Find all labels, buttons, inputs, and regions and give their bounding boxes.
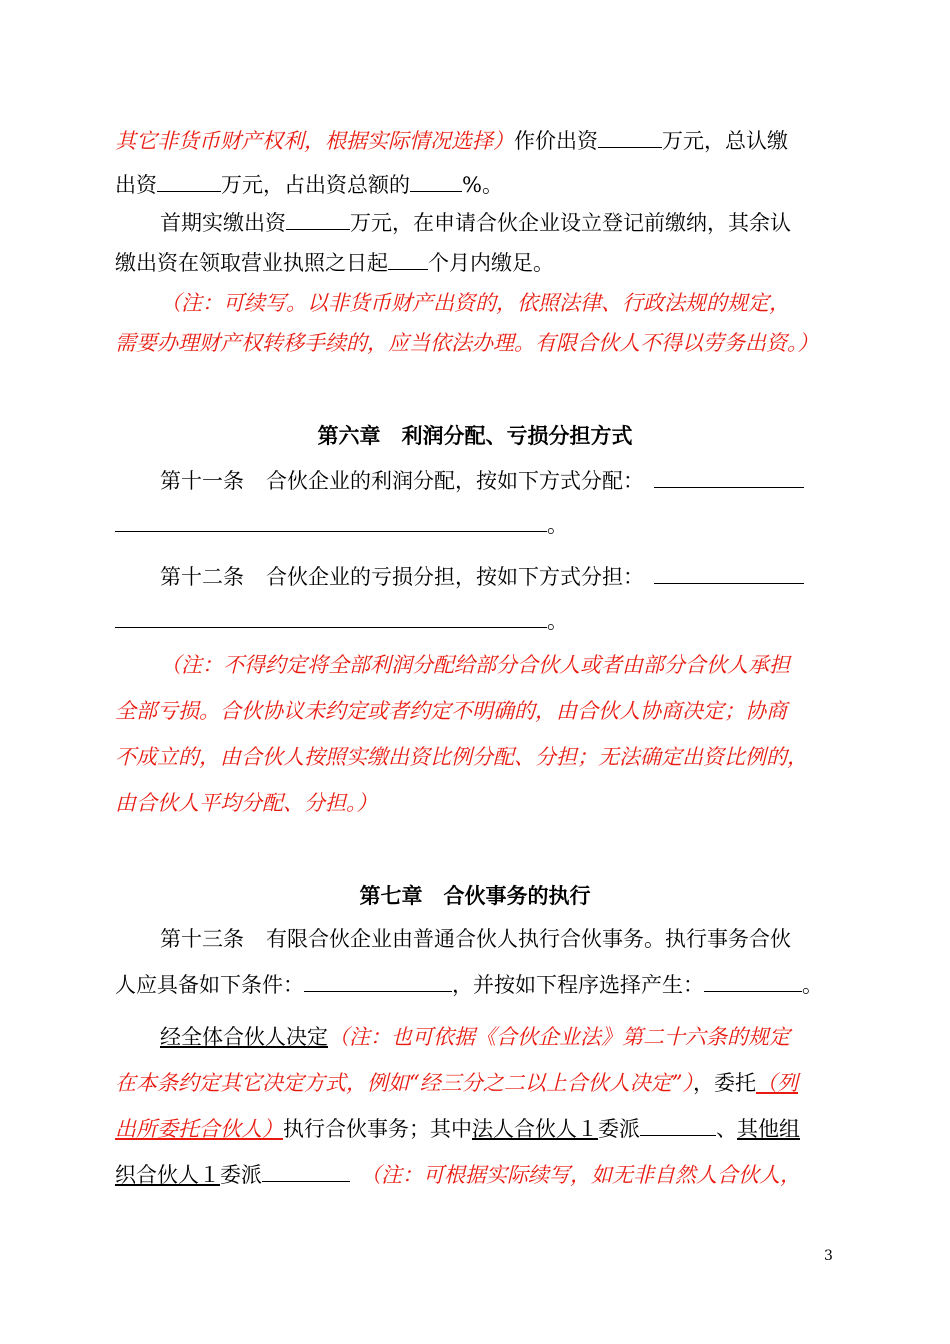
- article-line: [160, 564, 835, 590]
- underlined-text: 法人合伙人１: [472, 1117, 598, 1141]
- text-segment: 委派: [220, 1163, 262, 1187]
- paragraph-line: [115, 1070, 835, 1096]
- underlined-text: 经全体合伙人决定: [160, 1025, 328, 1049]
- page-number: 3: [824, 1248, 833, 1264]
- fill-blank[interactable]: [304, 973, 452, 992]
- text-segment: 合伙企业的亏损分担，按如下方式分担：: [266, 565, 644, 589]
- red-note-line: （注：可续写。以非货币财产出资的，依照法律、行政法规的规定，: [160, 291, 790, 315]
- text-segment: 、: [716, 1117, 737, 1141]
- text-segment: 执行合伙事务；其中: [283, 1117, 472, 1141]
- chapter-heading: 第六章 利润分配、亏损分担方式: [317, 424, 633, 448]
- fill-blank[interactable]: [115, 513, 547, 532]
- text-segment: 委派: [598, 1117, 640, 1141]
- article-number: 第十一条: [160, 469, 244, 493]
- text-segment: 。: [547, 513, 568, 537]
- text-segment: 有限合伙企业由普通合伙人执行合伙事务。执行事务合伙: [266, 927, 791, 951]
- fill-blank[interactable]: [262, 1163, 350, 1182]
- text-segment: 万元，占出资总额的: [221, 173, 410, 197]
- article-line: [160, 926, 835, 952]
- red-note-line: 需要办理财产权转移手续的，应当依法办理。有限合伙人不得以劳务出资。）: [115, 331, 819, 355]
- paragraph-line: [115, 250, 835, 276]
- red-note-text: 在本条约定其它决定方式，例如“经三分之二以上合伙人决定”）: [115, 1071, 693, 1095]
- red-note-text: （注：可根据实际续写，如无非自然人合伙人，: [360, 1163, 801, 1187]
- underlined-text: 织合伙人１: [115, 1163, 220, 1187]
- red-note-line: （注：不得约定将全部利润分配给部分合伙人或者由部分合伙人承担: [160, 653, 790, 677]
- fill-blank[interactable]: [157, 173, 221, 192]
- fill-blank[interactable]: [654, 565, 804, 584]
- text-segment: 个月内缴足。: [428, 251, 554, 275]
- paragraph-line: [115, 1116, 835, 1142]
- article-number: 第十三条: [160, 927, 244, 951]
- paragraph-line: [115, 172, 835, 198]
- text-segment: 首期实缴出资: [160, 211, 286, 235]
- article-number: 第十二条: [160, 565, 244, 589]
- text-segment: 万元，总认缴: [662, 129, 788, 153]
- text-segment: 出资: [115, 173, 157, 197]
- red-note-text: 出所委托合伙人）: [115, 1117, 283, 1141]
- fill-blank[interactable]: [388, 251, 428, 270]
- article-line: [115, 608, 835, 634]
- paragraph-line: [115, 128, 835, 154]
- text-segment: 缴出资在领取营业执照之日起: [115, 251, 388, 275]
- paragraph-line: [115, 1162, 835, 1188]
- article-line: [115, 512, 835, 538]
- fill-blank[interactable]: [704, 973, 802, 992]
- text-segment: 人应具备如下条件：: [115, 973, 304, 997]
- fill-blank[interactable]: [654, 469, 804, 488]
- text-segment: 万元，在申请合伙企业设立登记前缴纳，其余认: [350, 211, 791, 235]
- fill-blank[interactable]: [286, 211, 350, 230]
- fill-blank[interactable]: [598, 129, 662, 148]
- text-segment: %。: [462, 173, 503, 197]
- text-segment: 作价出资: [514, 129, 598, 153]
- text-segment: 。: [547, 609, 568, 633]
- underlined-text: 其他组: [737, 1117, 800, 1141]
- text-segment: ，并按如下程序选择产生：: [452, 973, 704, 997]
- text-segment: 。: [802, 973, 823, 997]
- red-note-line: 不成立的，由合伙人按照实缴出资比例分配、分担；无法确定出资比例的，: [115, 745, 808, 769]
- article-line: [160, 468, 835, 494]
- red-note-line: 全部亏损。合伙协议未约定或者约定不明确的，由合伙人协商决定；协商: [115, 699, 787, 723]
- red-note-text: 其它非货币财产权利，根据实际情况选择）: [115, 129, 514, 153]
- chapter-heading: 第七章 合伙事务的执行: [359, 884, 591, 908]
- red-note-text: （注：也可依据《合伙企业法》第二十六条的规定: [328, 1025, 790, 1049]
- fill-blank[interactable]: [640, 1117, 716, 1136]
- article-line: [115, 972, 835, 998]
- fill-blank[interactable]: [410, 173, 462, 192]
- red-note-text: （列: [755, 1071, 798, 1095]
- text-segment: ，委托: [692, 1071, 756, 1095]
- text-segment: 合伙企业的利润分配，按如下方式分配：: [266, 469, 644, 493]
- paragraph-line: [160, 1024, 835, 1050]
- red-note-line: 由合伙人平均分配、分担。）: [115, 791, 378, 815]
- paragraph-line: [160, 210, 835, 236]
- fill-blank[interactable]: [115, 609, 547, 628]
